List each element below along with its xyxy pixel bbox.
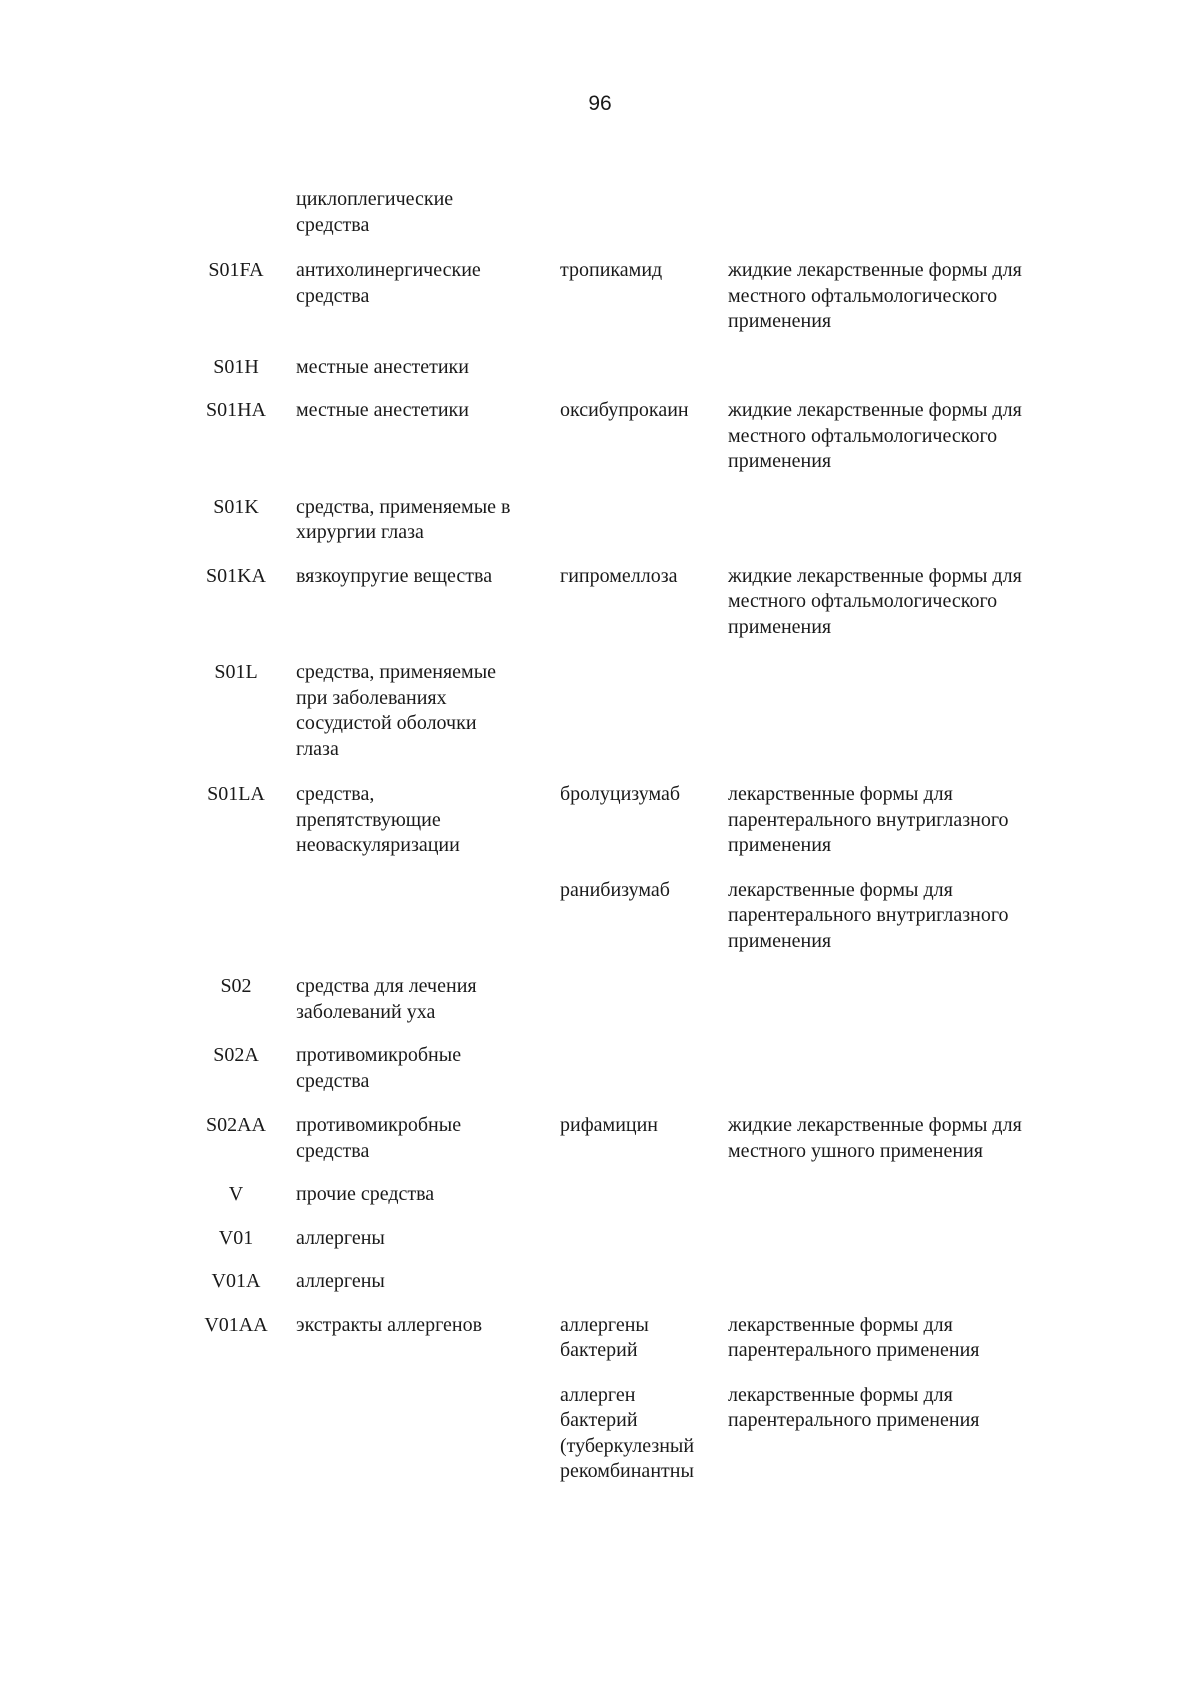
atc-code: S01L [214,661,258,683]
atc-code: S01KA [205,564,266,587]
table-row [180,564,1080,641]
dosage-form: жидкие лекарственные формы для местного офтальмологического применения [728,564,1022,638]
pharmacological-group: циклоплегические средства [296,188,454,236]
atc-code: V01AA [204,1313,268,1336]
pharmacological-group: средства, применяемые при заболеваниях сосудистой оболочки глаза [296,661,497,760]
drug-name: аллерген бактерий (туберкулезный рекомбинантны [560,1383,695,1482]
table-row [180,1182,1080,1208]
table-row [180,660,1080,762]
dosage-form: жидкие лекарственные формы для местного ушного применения [728,1114,1022,1162]
pharmacological-group: противомикробные средства [296,1114,462,1162]
pharmacological-group: средства, применяемые в хирургии глаза [296,495,511,543]
atc-code: S02A [213,1044,259,1066]
pharmacological-group: аллергены [296,1270,385,1292]
atc-code: V01 [218,1226,254,1249]
dosage-form: лекарственные формы для парентерального применения [728,1313,980,1361]
pharmacological-group: местные анестетики [296,355,469,378]
table-row [180,495,1080,546]
pharmacological-group: аллергены [296,1226,385,1249]
atc-code: V01A [211,1270,261,1292]
pharmacological-group: средства для лечения заболеваний уха [296,975,477,1023]
table-row [180,1113,1080,1164]
table-row [180,1226,1080,1252]
drug-name: ранибизумаб [560,878,670,901]
drug-name: рифамицин [560,1114,659,1136]
drug-name: тропикамид [560,259,663,281]
pharmacological-group: местные анестетики [296,399,469,421]
dosage-form: лекарственные формы для парентерального внутриглазного применения [728,783,1009,856]
pharmacological-group: средства, препятствующие неоваскуляризации [296,783,460,856]
table-row [180,1269,1080,1295]
pharmacological-group: экстракты аллергенов [296,1313,483,1336]
atc-code: S02AA [205,1114,266,1136]
atc-code: V [228,1183,244,1205]
table-row [180,258,1080,335]
table-row [180,782,1080,859]
table-row [180,878,1080,955]
pharmacological-group: антихолинергические средства [296,259,481,307]
drug-name: оксибупрокаин [560,399,689,421]
dosage-form: лекарственные формы для парентерального внутриглазного применения [728,878,1009,952]
drug-name: гипромеллоза [560,564,678,587]
pharmacological-group: прочие средства [296,1183,435,1205]
pharmacological-group: вязкоупругие вещества [296,564,493,587]
atc-code: S01H [213,355,259,378]
table-row [180,974,1080,1025]
dosage-form: лекарственные формы для парентерального применения [728,1383,980,1431]
dosage-form: жидкие лекарственные формы для местного офтальмологического применения [728,259,1022,332]
table-row [180,187,1080,238]
atc-code: S02 [220,975,252,997]
drug-classification-table [180,187,1080,1485]
table-row [180,398,1080,475]
dosage-form: жидкие лекарственные формы для местного офтальмологического применения [728,399,1022,472]
pharmacological-group: противомикробные средства [296,1044,462,1092]
table-row [180,1043,1080,1094]
atc-code: S01LA [207,783,265,805]
atc-code: S01HA [205,399,266,421]
drug-name: аллергены бактерий [560,1313,649,1361]
page-number: 96 [588,92,612,115]
table-row [180,1383,1080,1485]
atc-code: S01FA [208,259,264,281]
table-row [180,1313,1080,1364]
table-row [180,355,1080,381]
atc-code: S01K [213,495,259,518]
drug-name: бролуцизумаб [560,783,681,805]
